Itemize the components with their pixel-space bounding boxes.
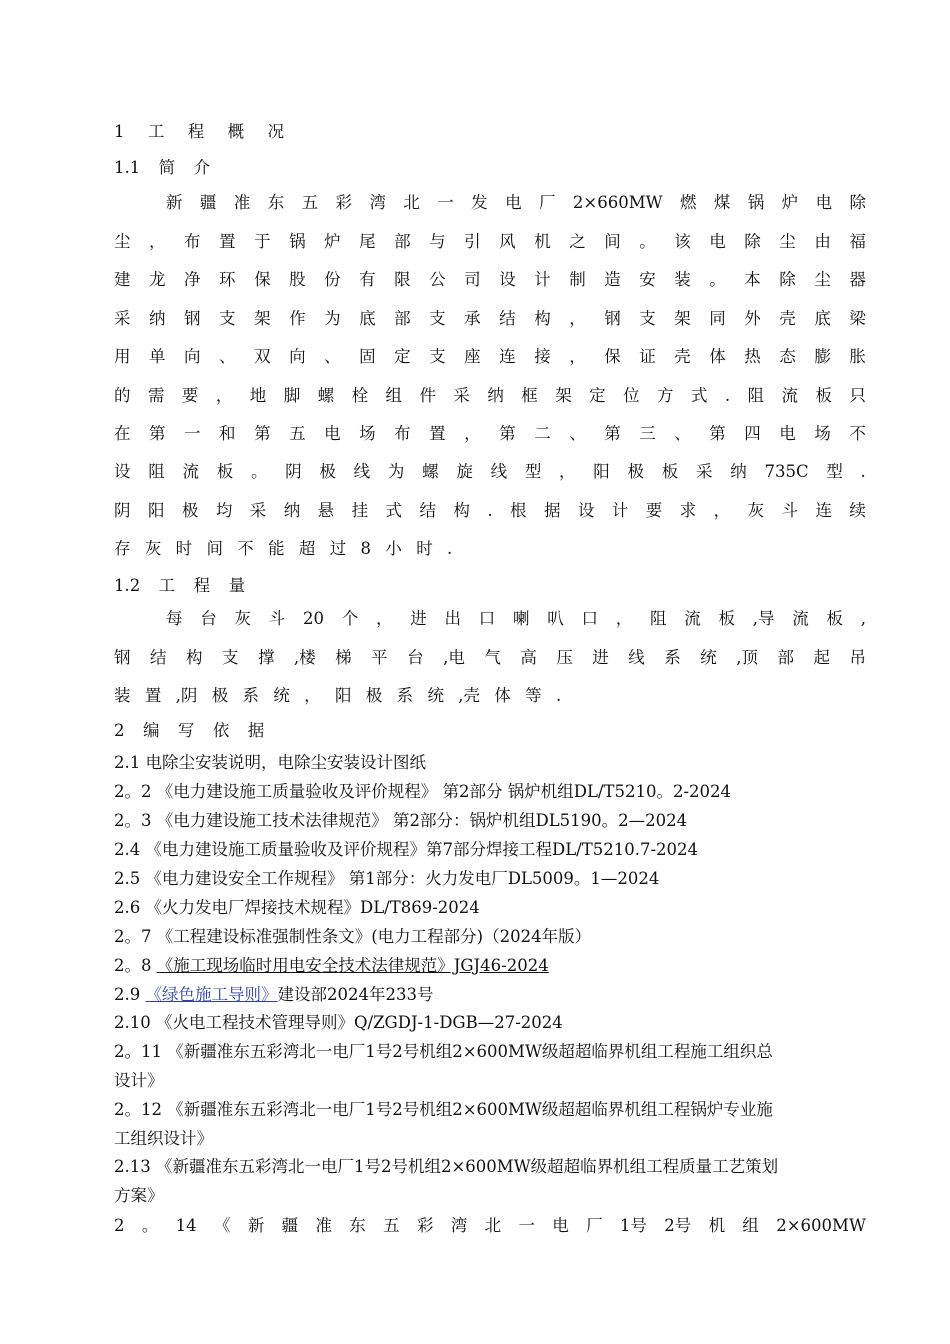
- reference-2-9: [114, 983, 434, 1007]
- section-heading-1-1: 1.1 简 介: [114, 158, 211, 177]
- reference-2-4: 2.4 《电力建设施工质量验收及评价规程》第7部分焊接工程DL/T5210.7-2024: [114, 840, 699, 859]
- intro-line-4: 采 纳 钢 支 架 作 为 底 部 支 承 结 构 ， 钢 支 架 同 外 壳 底 梁: [114, 309, 866, 328]
- quantity-line-2: 钢 结 构 支 撑 ,楼 梯 平 台 ,电 气 高 压 进 线 系 统 ,顶 部 起 吊: [114, 648, 866, 667]
- reference-2-2: 2。2 《电力建设施工质量验收及评价规程》 第2部分 锅炉机组DL/T5210。2-2024: [114, 782, 732, 801]
- reference-2-12-line-1: 2。12 《新疆准东五彩湾北一电厂1号2号机组2×600MW级超超临界机组工程锅炉专业施: [114, 1100, 773, 1119]
- intro-line-7: 在 第 一 和 第 五 电 场 布 置 ， 第 二 、 第 三 、 第 四 电 场 不: [114, 424, 866, 443]
- reference-2-5: 2.5 《电力建设安全工作规程》 第1部分：火力发电厂DL5009。1—2024: [114, 869, 660, 888]
- reference-2-11-line-2: 设计》: [114, 1071, 164, 1090]
- reference-2-7: 2。7 《工程建设标准强制性条文》(电力工程部分)（2024年版）: [114, 927, 592, 946]
- reference-2-1: 2.1 电除尘安装说明，电除尘安装设计图纸: [114, 753, 426, 772]
- intro-line-5: 用 单 向 、 双 向 、 固 定 支 座 连 接 ， 保 证 壳 体 热 态 膨 胀: [114, 347, 866, 366]
- intro-line-10: 存 灰 时 间 不 能 超 过 8 小 时 .: [114, 539, 453, 558]
- reference-2-11-line-1: 2。11 《新疆准东五彩湾北一电厂1号2号机组2×600MW级超超临界机组工程施工组织总: [114, 1042, 773, 1061]
- reference-2-9-link[interactable]: 《绿色施工导则》: [145, 985, 278, 1004]
- intro-line-9: 阴 阳 极 均 采 纳 悬 挂 式 结 构 . 根 据 设 计 要 求 ， 灰 斗 连 续: [114, 501, 866, 520]
- section-heading-1: 1 工 程 概 况: [114, 122, 285, 141]
- quantity-line-3: 装 置 ,阴 极 系 统 ， 阳 极 系 统 ,壳 体 等 .: [114, 686, 562, 705]
- reference-2-8-link[interactable]: 《施工现场临时用电安全技术法律规范》JGJ46-2024: [156, 956, 549, 975]
- reference-2-10: 2.10 《火电工程技术管理导则》Q/ZGDJ-1-DGB—27-2024: [114, 1013, 563, 1032]
- reference-2-8-number: 2。8: [114, 956, 157, 975]
- intro-line-2: 尘 ， 布 置 于 锅 炉 尾 部 与 引 风 机 之 间 。 该 电 除 尘 由 福: [114, 232, 866, 251]
- reference-2-3: 2。3 《电力建设施工技术法律规范》 第2部分：锅炉机组DL5190。2—2024: [114, 811, 688, 830]
- reference-2-9-suffix: 建设部2024年233号: [277, 985, 434, 1004]
- reference-2-9-number: 2.9: [114, 985, 146, 1004]
- reference-2-12-line-2: 工组织设计》: [114, 1129, 213, 1148]
- reference-2-8: [114, 954, 549, 978]
- reference-2-14-line-1: 2 。 14 《 新 疆 准 东 五 彩 湾 北 一 电 厂 1号 2号 机 组 2×600MW: [114, 1216, 866, 1235]
- reference-2-6: 2.6 《火力发电厂焊接技术规程》DL/T869-2024: [114, 898, 480, 917]
- quantity-line-1: 每 台 灰 斗 20 个 ， 进 出 口 喇 叭 口 ， 阻 流 板 ,导 流 板 ,: [166, 609, 866, 628]
- reference-2-13-line-2: 方案》: [114, 1186, 164, 1205]
- intro-line-8: 设 阻 流 板 。 阴 极 线 为 螺 旋 线 型 ， 阳 极 板 采 纳 735C 型 .: [114, 462, 866, 481]
- intro-line-6: 的 需 要 ， 地 脚 螺 栓 组 件 采 纳 框 架 定 位 方 式 . 阻 流 板 只: [114, 386, 866, 405]
- intro-line-1: 新 疆 准 东 五 彩 湾 北 一 发 电 厂 2×660MW 燃 煤 锅 炉 电 除: [166, 193, 866, 212]
- section-heading-2: 2 编 写 依 据: [114, 721, 265, 740]
- section-heading-1-2: 1.2 工 程 量: [114, 576, 246, 595]
- intro-line-3: 建 龙 净 环 保 股 份 有 限 公 司 设 计 制 造 安 装 。 本 除 尘 器: [114, 270, 866, 289]
- reference-2-13-line-1: 2.13 《新疆准东五彩湾北一电厂1号2号机组2×600MW级超超临界机组工程质量工艺策划: [114, 1157, 779, 1176]
